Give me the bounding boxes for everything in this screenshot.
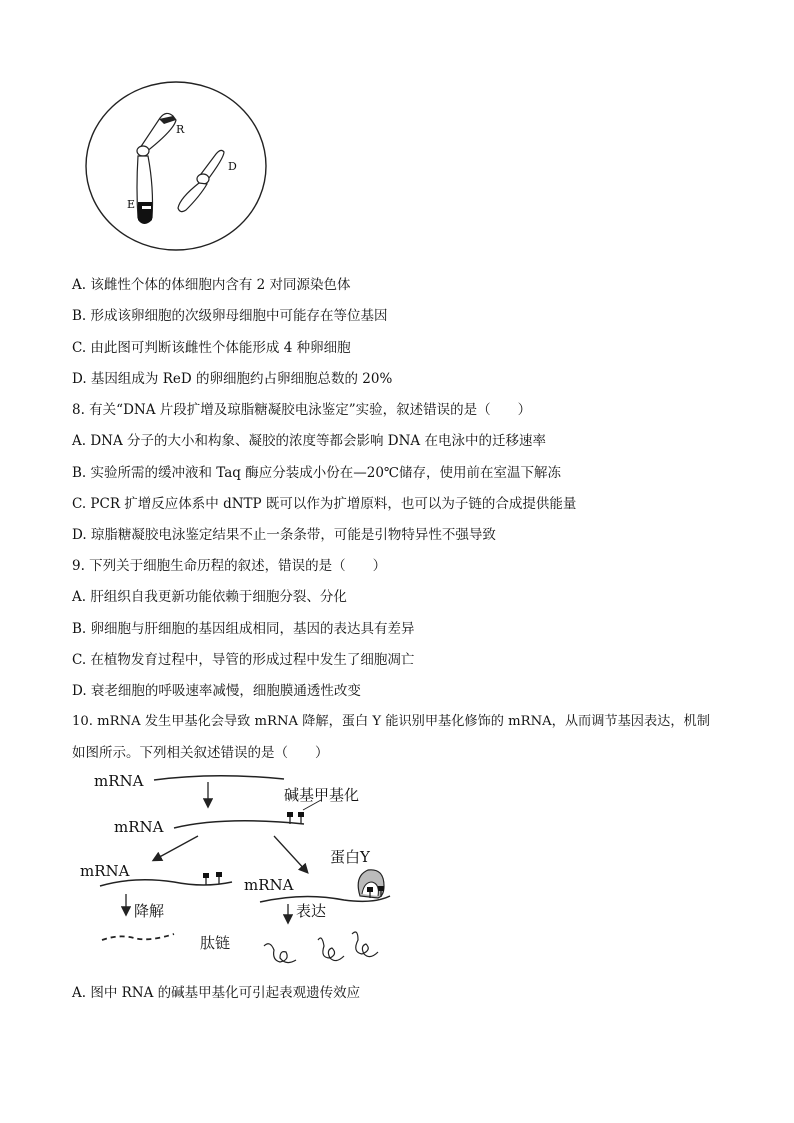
cell-chromosome-figure (80, 78, 280, 258)
arrow-right-branch (274, 836, 307, 872)
mrna-label-right: mRNA (244, 876, 294, 894)
q7-option-d: D. 基因组成为 ReD 的卵细胞约占卵细胞总数的 20% (72, 371, 393, 387)
chromosome-e-band (138, 202, 152, 224)
gene-e-marker (142, 206, 151, 209)
degraded-fragments (102, 934, 174, 940)
chromosome-d-lower (178, 183, 207, 212)
q8-option-a: A. DNA 分子的大小和构象、凝胶的浓度等都会影响 DNA 在电泳中的迁移速率 (72, 433, 546, 449)
mrna-label-top: mRNA (94, 772, 144, 790)
q8-option-d: D. 琼脂糖凝胶电泳鉴定结果不止一条条带，可能是引物特异性不强导致 (72, 527, 496, 543)
peptide-chains (264, 932, 378, 963)
q7-option-b: B. 形成该卵细胞的次级卵母细胞中可能存在等位基因 (72, 308, 388, 324)
q10-option-a: A. 图中 RNA 的碱基甲基化可引起表观遗传效应 (72, 985, 361, 1001)
q8-option-b: B. 实验所需的缓冲液和 Taq 酶应分装成小份在—20℃储存，使用前在室温下解冻 (72, 465, 562, 481)
q9-option-b: B. 卵细胞与肝细胞的基因组成相同，基因的表达具有差异 (72, 621, 415, 637)
degradation-label: 降解 (134, 902, 165, 920)
q9-option-a: A. 肝组织自我更新功能依赖于细胞分裂、分化 (72, 589, 347, 605)
arrow-left-branch (154, 836, 198, 860)
peptide-label: 肽链 (200, 934, 231, 952)
cell-membrane (86, 82, 266, 250)
mrna-label-left: mRNA (80, 862, 130, 880)
protein-y-label: 蛋白Y (330, 848, 370, 866)
gene-r-label: R (176, 123, 185, 136)
methyl-marks-middle (287, 812, 304, 824)
q8-option-c: C. PCR 扩增反应体系中 dNTP 既可以作为扩增原料，也可以为子链的合成提供能量 (72, 496, 577, 512)
methylation-label: 碱基甲基化 (284, 786, 360, 804)
mrna-methylation-diagram (74, 764, 404, 974)
q8-stem: 8. 有关“DNA 片段扩增及琼脂糖凝胶电泳鉴定”实验，叙述错误的是（ ） (72, 402, 532, 418)
gene-d-label: D (228, 160, 237, 173)
q9-stem: 9. 下列关于细胞生命历程的叙述，错误的是（ ） (72, 558, 387, 574)
expression-label: 表达 (296, 902, 327, 920)
q7-option-a: A. 该雌性个体的体细胞内含有 2 对同源染色体 (72, 277, 351, 293)
methyl-marks-left (203, 872, 222, 885)
q10-stem-line2: 如图所示。下列相关叙述错误的是（ ） (72, 745, 329, 761)
mrna-strand-middle (174, 821, 304, 828)
q9-option-d: D. 衰老细胞的呼吸速率减慢，细胞膜通透性改变 (72, 683, 361, 699)
q7-option-c: C. 由此图可判断该雌性个体能形成 4 种卵细胞 (72, 340, 351, 356)
mrna-label-middle: mRNA (114, 818, 164, 836)
gene-e-label: E (127, 198, 136, 211)
centromere-1 (137, 146, 149, 156)
q9-option-c: C. 在植物发育过程中，导管的形成过程中发生了细胞凋亡 (72, 652, 415, 668)
mrna-strand-left (100, 880, 232, 886)
q10-stem-line1: 10. mRNA 发生甲基化会导致 mRNA 降解，蛋白 Y 能识别甲基化修饰的 mRNA，从而调节基因表达，机制 (72, 714, 710, 729)
mrna-strand-top (154, 776, 284, 780)
